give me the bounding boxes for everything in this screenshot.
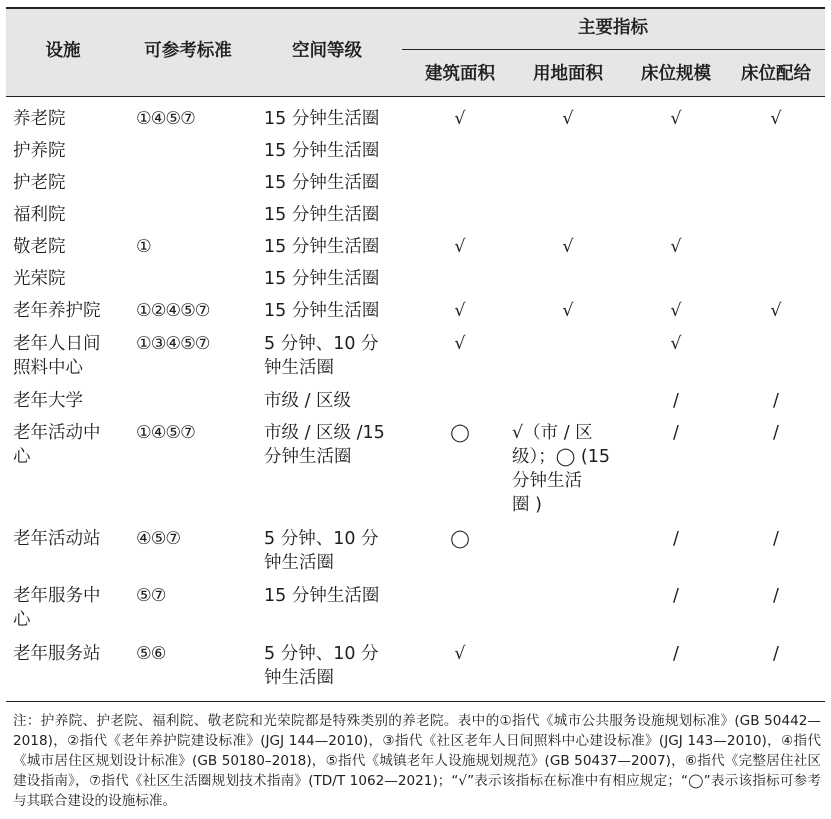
row-land-area-mark: √ [562,301,574,321]
header-middle-rule [402,49,825,50]
row-bed-scale-mark: / [673,644,679,664]
row-space-level: 15 分钟生活圈 [264,237,380,257]
row-standard: ①③④⑤⑦ [136,334,210,354]
row-space-level: 15 分钟生活圈 [264,205,380,225]
row-name: 光荣院 [13,269,66,289]
row-land-area-mark: √ [562,109,574,129]
row-building-area-mark: √ [454,109,466,129]
row-land-area-line4: 圈 ) [512,495,542,515]
row-name-line1: 老年人日间 [13,334,101,354]
header-building-area: 建筑面积 [425,64,495,84]
row-name: 老年服务站 [13,644,101,664]
table-footnote: 注：护养院、护老院、福利院、敬老院和光荣院都是特殊类别的养老院。表中的①指代《城市公共服务设施规划标准》(GB 50442—2018)，②指代《老年养护院建设标准》(JGJ 144—2010)，③指代《社区老年人日间照料中心建设标准》(JGJ 143—2010)，④指代《城市居住区规划设计标准》(GB 50180–2018)，⑤指代《城镇老年人设施规划规范》(GB 50437—2007)，⑥指代《完整居住社区建设指南》，⑦指代《社区生活圈规划技术指南》(TD/T 1062—2021)；“√”表示该指标在标准中有相应规定；“◯”表示该指标可参考与其联合建设的设施标准。 [13,713,821,809]
row-name: 护养院 [13,141,66,161]
row-name: 福利院 [13,205,66,225]
row-name: 养老院 [13,109,66,129]
row-bed-scale-mark: √ [670,237,682,257]
row-building-area-mark: √ [454,644,466,664]
row-bed-scale-mark: / [673,391,679,411]
header-bed-scale: 床位规模 [641,64,711,84]
row-name-line1: 老年活动中 [13,423,101,443]
row-building-area-mark: ◯ [450,529,470,549]
row-name-line1: 老年服务中 [13,586,101,606]
row-bed-allocation-mark: / [773,586,779,606]
row-building-area-mark: √ [454,334,466,354]
row-bed-scale-mark: √ [670,334,682,354]
row-space-level-line1: 5 分钟、10 分 [264,644,379,664]
row-bed-scale-mark: / [673,586,679,606]
row-space-level: 15 分钟生活圈 [264,109,380,129]
row-name: 老年活动站 [13,529,101,549]
row-space-level: 15 分钟生活圈 [264,301,380,321]
row-space-level-line1: 5 分钟、10 分 [264,334,379,354]
row-building-area-mark: √ [454,237,466,257]
row-standard: ⑤⑦ [136,586,166,606]
row-name: 老年养护院 [13,301,101,321]
row-name: 敬老院 [13,237,66,257]
header-bottom-rule [6,96,825,97]
row-space-level-line2: 分钟生活圈 [264,447,352,467]
header-facility: 设施 [45,41,81,61]
row-bed-allocation-mark: √ [770,301,782,321]
row-space-level-line2: 钟生活圈 [264,668,334,688]
row-space-level: 15 分钟生活圈 [264,141,380,161]
row-space-level-line1: 市级 / 区级 /15 [264,423,385,443]
row-bed-scale-mark: √ [670,109,682,129]
row-standard: ①②④⑤⑦ [136,301,210,321]
row-standard: ①④⑤⑦ [136,423,195,443]
row-name-line2: 心 [13,610,31,630]
row-land-area-line1: √（市 / 区 [512,423,593,443]
table-top-rule [6,7,825,9]
row-bed-allocation-mark: / [773,423,779,443]
header-land-area: 用地面积 [533,64,603,84]
row-standard: ④⑤⑦ [136,529,181,549]
row-name-line2: 心 [13,447,31,467]
table-bottom-rule [6,701,825,702]
header-bed-allocation: 床位配给 [741,64,811,84]
row-bed-scale-mark: / [673,529,679,549]
row-space-level-line2: 钟生活圈 [264,553,334,573]
row-land-area-line3: 分钟生活 [512,471,582,491]
row-bed-allocation-mark: / [773,391,779,411]
row-bed-allocation-mark: / [773,644,779,664]
row-building-area-mark: √ [454,301,466,321]
row-space-level: 市级 / 区级 [264,391,352,411]
row-land-area-line2: 级）；◯ (15 [512,447,610,467]
row-bed-scale-mark: / [673,423,679,443]
row-name: 护老院 [13,173,66,193]
row-space-level: 15 分钟生活圈 [264,173,380,193]
row-name-line2: 照料中心 [13,358,83,378]
row-name: 老年大学 [13,391,83,411]
row-standard: ①④⑤⑦ [136,109,195,129]
row-land-area-mark: √ [562,237,574,257]
row-bed-scale-mark: √ [670,301,682,321]
header-space-level: 空间等级 [292,41,362,61]
row-space-level: 15 分钟生活圈 [264,586,380,606]
row-space-level-line1: 5 分钟、10 分 [264,529,379,549]
row-standard: ⑤⑥ [136,644,166,664]
row-bed-allocation-mark: √ [770,109,782,129]
row-space-level-line2: 钟生活圈 [264,358,334,378]
row-standard: ① [136,237,151,257]
header-standard: 可参考标准 [144,41,232,61]
row-space-level: 15 分钟生活圈 [264,269,380,289]
header-main-indicators: 主要指标 [578,18,648,38]
row-building-area-mark: ◯ [450,423,470,443]
row-bed-allocation-mark: / [773,529,779,549]
